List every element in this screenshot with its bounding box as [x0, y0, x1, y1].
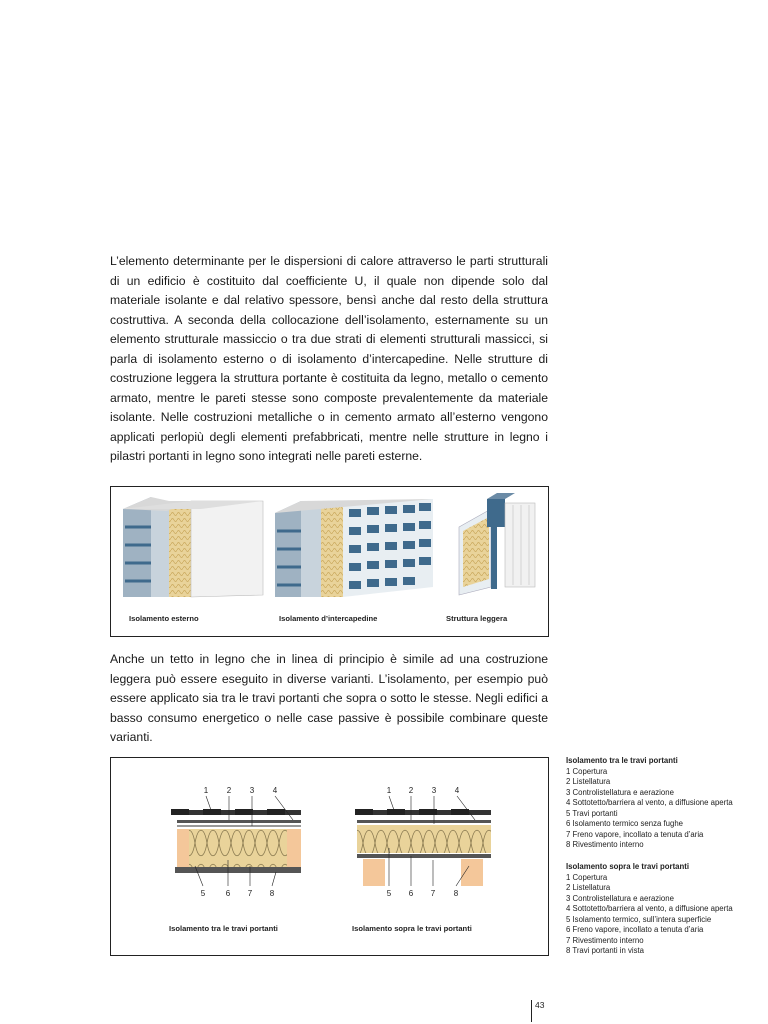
legend-item: 1 Copertura: [566, 872, 608, 882]
callout-right-1: 1: [386, 786, 392, 795]
callout-left-6: 6: [225, 889, 231, 898]
wall-external-insulation: [123, 497, 263, 597]
legend-item: 5 Travi portanti: [566, 808, 618, 818]
legend-between-rafters: [566, 756, 766, 851]
callout-left-1: 1: [203, 786, 209, 795]
callout-right-8: 8: [453, 889, 459, 898]
wall-light-structure: [459, 493, 535, 595]
callout-right-5: 5: [386, 889, 392, 898]
legend-item: 1 Copertura: [566, 766, 608, 776]
legend-item: 4 Sottotetto/barriera al vento, a diffusione aperta: [566, 798, 733, 807]
callout-right-4: 4: [454, 786, 460, 795]
callout-right-2: 2: [408, 786, 414, 795]
callout-right-7: 7: [430, 889, 436, 898]
roof-paragraph: Anche un tetto in legno che in linea di principio è simile ad una costruzione leggera può essere eseguito in diverse varianti. L’isolamento, per esempio può essere applicato sia tra le travi portanti che sopra o sotto le stesse. Negli edifici a basso consumo energetico o nelle case passive è possibile combinare queste varianti.: [110, 652, 548, 744]
callout-right-6: 6: [408, 889, 414, 898]
legend-item: 6 Freno vapore, incollato a tenuta d’aria: [566, 925, 704, 934]
legend-title: Isolamento sopra le travi portanti: [566, 862, 690, 871]
legend-item: 2 Listellatura: [566, 883, 611, 892]
callout-left-4: 4: [272, 786, 278, 795]
legend-title: Isolamento tra le travi portanti: [566, 756, 678, 765]
legend-item: 8 Travi portanti in vista: [566, 946, 645, 955]
label-light-structure: Struttura leggera: [446, 614, 508, 623]
section-between-rafters: [171, 809, 301, 873]
label-cavity-insulation: Isolamento d’intercapedine: [279, 614, 378, 623]
legend-item: 2 Listellatura: [566, 777, 611, 786]
callout-left-8: 8: [269, 889, 275, 898]
callout-right-3: 3: [431, 786, 437, 795]
legend-above-rafters: [566, 862, 766, 957]
wall-insulation-figure: [110, 486, 549, 637]
callout-left-7: 7: [247, 889, 253, 898]
legend-item: 7 Freno vapore, incollato a tenuta d’aria: [566, 829, 704, 839]
roof-section-figure: [110, 757, 549, 956]
legend-item: 8 Rivestimento interno: [566, 840, 644, 849]
label-external-insulation: Isolamento esterno: [129, 614, 199, 623]
callout-left-2: 2: [226, 786, 232, 795]
wall-cavity-insulation: [275, 499, 433, 597]
callout-left-5: 5: [200, 889, 206, 898]
legend-item: 4 Sottotetto/barriera al vento, a diffusione aperta: [566, 904, 733, 913]
legend-item: 3 Controlistellatura e aerazione: [566, 787, 674, 797]
legend-item: 7 Rivestimento interno: [566, 935, 644, 945]
caption-between-rafters: Isolamento tra le travi portanti: [169, 924, 278, 933]
intro-paragraph: L’elemento determinante per le dispersioni di calore attraverso le parti strutturali di un edificio è costituito dal coefficiente U, il quale non dipende solo dal materiale isolante e dal relativo spessore, bensì anche dal resto della struttura costruttiva. A seconda della collocazione dell’isolamento, esternamente su un elemento strutturale massiccio o tra due strati di elementi strutturali massicci, si parla di isolamento esterno o di isolamento d’intercapedine. Nelle strutture di costruzione leggera la struttura portante è costituita da legno, metallo o cemento armato, mentre le pareti stesse sono composte prevalentemente da materiale isolante. Nelle costruzioni metalliche o in cemento armato all’esterno vengono applicati perlopiù degli elementi prefabbricati, mentre nelle strutture in legno i pilastri portanti in legno sono integrati nelle pareti esterne.: [110, 254, 548, 463]
callout-left-3: 3: [249, 786, 255, 795]
legend-item: 6 Isolamento termico senza fughe: [566, 819, 684, 828]
legend-item: 3 Controlistellatura e aerazione: [566, 893, 674, 903]
section-above-rafters: [355, 809, 491, 886]
legend-item: 5 Isolamento termico, sull’intera superficie: [566, 914, 712, 924]
page-number: 43: [531, 1000, 544, 1022]
caption-above-rafters: Isolamento sopra le travi portanti: [352, 924, 472, 933]
